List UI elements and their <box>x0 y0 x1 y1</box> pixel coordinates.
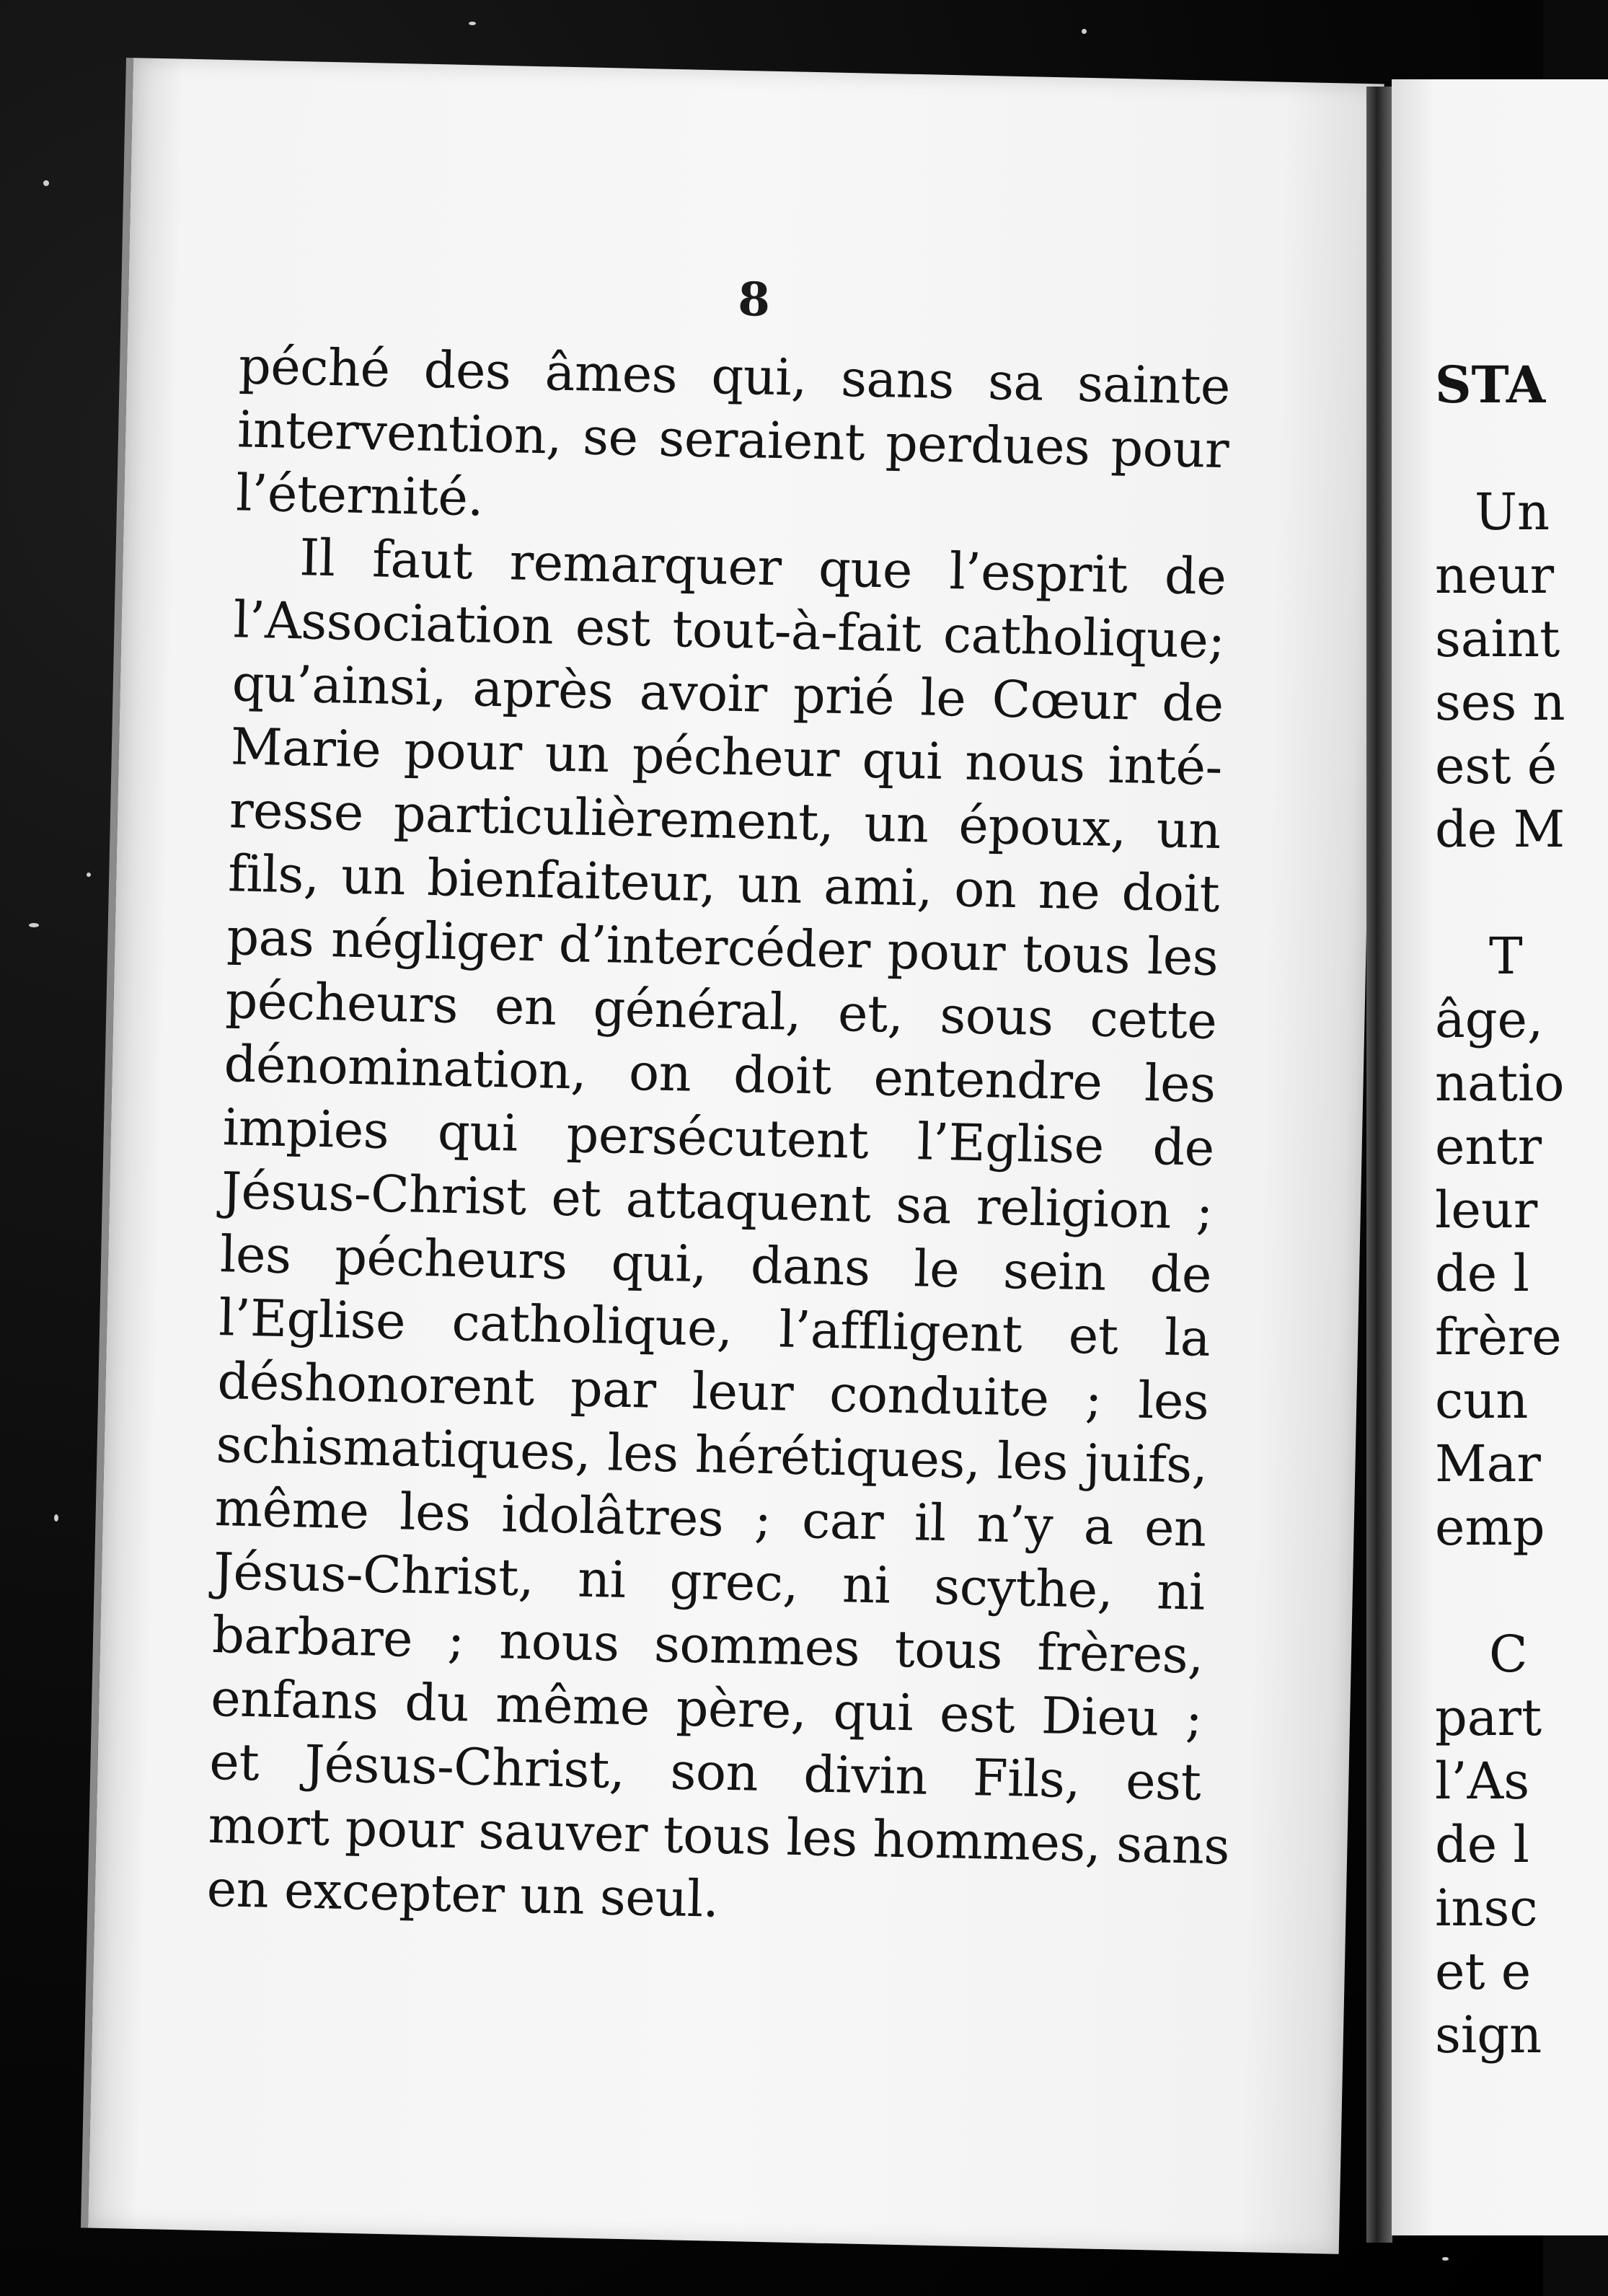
text-line: et Jésus-Christ, son divin Fils, est <box>208 1731 1202 1812</box>
text-line: impies qui persécutent l’Eglise de <box>222 1098 1215 1178</box>
dust-speck <box>469 22 476 25</box>
text-line: âge, <box>1435 990 1544 1049</box>
page-number: 8 <box>737 272 771 327</box>
text-line: de M <box>1435 800 1565 859</box>
dust-speck <box>1442 2257 1449 2261</box>
text-line: les pécheurs qui, dans le sein de <box>219 1224 1212 1304</box>
text-line: neur <box>1435 546 1555 605</box>
text-line: insc <box>1435 1878 1538 1938</box>
text-line: mort pour sauver tous les hommes, sans <box>207 1795 1230 1876</box>
text-line: pécheurs en général, et, sous cette <box>224 971 1218 1051</box>
text-line: qu’ainsi, après avoir prié le Cœur de <box>231 653 1224 734</box>
text-line: ses n <box>1435 673 1565 732</box>
text-line: Jésus-Christ, ni grec, ni scythe, ni <box>213 1542 1206 1622</box>
text-line: est é <box>1435 736 1558 795</box>
text-line: l’Eglise catholique, l’affligent et la <box>218 1288 1211 1368</box>
text-line: saint <box>1435 609 1560 668</box>
text-line: Jésus-Christ et attaquent sa religion ; <box>221 1161 1214 1241</box>
text-line: l’éternité. <box>235 463 485 528</box>
text-line: leur <box>1435 1180 1538 1240</box>
text-line: T <box>1489 927 1523 986</box>
right-page-text <box>1435 353 1565 2067</box>
text-line: pas négliger d’intercéder pour tous les <box>226 907 1219 987</box>
text-line: l’Association est tout-à-fait catholique; <box>232 590 1226 671</box>
text-line: schismatiques, les hérétiques, les juifs, <box>215 1415 1209 1495</box>
text-line: fils, un bienfaiteur, un ami, on ne doit <box>227 844 1220 924</box>
right-page <box>1392 79 1608 2235</box>
text-line: de l <box>1435 1815 1529 1874</box>
dust-speck <box>29 923 39 927</box>
text-line: emp <box>1435 1498 1545 1557</box>
text-line: Mar <box>1435 1434 1541 1493</box>
book-gutter <box>1366 87 1392 2243</box>
text-line: entr <box>1435 1117 1542 1176</box>
text-line: natio <box>1435 1054 1565 1113</box>
text-line: Il faut remarquer que l’esprit de <box>299 528 1227 607</box>
text-line: Marie pour un pécheur qui nous inté- <box>230 717 1223 798</box>
text-line: l’As <box>1435 1752 1530 1811</box>
left-page <box>81 58 1384 2254</box>
text-line: barbare ; nous sommes tous frères, <box>211 1604 1204 1685</box>
dust-speck <box>43 180 49 186</box>
text-line: Un <box>1475 482 1550 542</box>
text-line: C <box>1489 1625 1528 1684</box>
text-line: cun <box>1435 1371 1529 1430</box>
dust-speck <box>54 1514 58 1522</box>
text-line: resse particulièrement, un époux, un <box>229 780 1222 861</box>
text-line: STA <box>1435 355 1546 415</box>
text-line: même les idolâtres ; car il n’y a en <box>214 1478 1207 1558</box>
left-page-text <box>206 334 1231 1940</box>
text-line: dénomination, on doit entendre les <box>223 1034 1216 1114</box>
text-line: et e <box>1435 1942 1532 2001</box>
text-line: péché des âmes qui, sans sa sainte <box>238 336 1231 417</box>
text-line: en excepter un seul. <box>206 1858 720 1929</box>
text-line: de l <box>1435 1244 1529 1303</box>
text-line: sign <box>1435 2005 1542 2065</box>
text-line: déshonorent par leur conduite ; les <box>216 1351 1210 1431</box>
dust-speck <box>87 873 91 877</box>
dust-speck <box>1082 29 1087 34</box>
text-line: enfans du même père, qui est Dieu ; <box>210 1668 1203 1749</box>
text-line: intervention, se seraient perdues pour <box>237 399 1229 480</box>
text-line: frère <box>1435 1307 1562 1366</box>
text-line: part <box>1435 1688 1542 1747</box>
